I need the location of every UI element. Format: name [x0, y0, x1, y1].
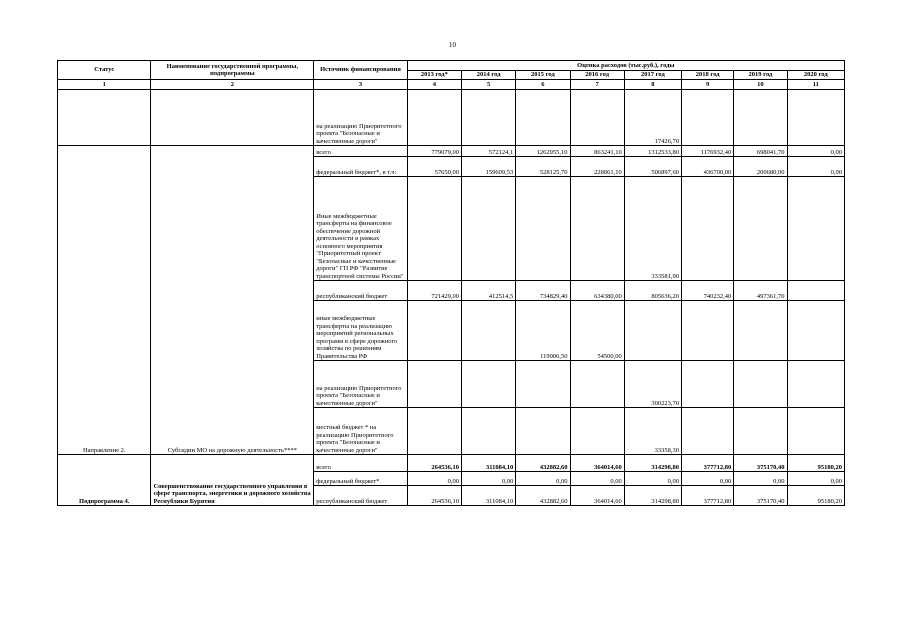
header-year: 2013 год* — [407, 71, 461, 80]
value-cell — [682, 408, 734, 455]
value-cell: 0,00 — [787, 472, 844, 486]
value-cell — [461, 301, 515, 361]
value-cell — [787, 90, 844, 146]
value-cell: 497361,70 — [734, 281, 787, 301]
value-cell — [461, 361, 515, 408]
value-cell — [624, 301, 681, 361]
value-cell — [734, 408, 787, 455]
value-cell — [461, 177, 515, 281]
column-number: 4 — [407, 80, 461, 90]
table-row — [58, 90, 845, 146]
value-cell: 375170,40 — [734, 486, 787, 506]
header-program: Наименование государственной программы, подпрограммы — [151, 61, 314, 80]
column-number: 7 — [570, 80, 624, 90]
value-cell — [407, 361, 461, 408]
header-year: 2019 год — [734, 71, 787, 80]
value-cell: 314298,80 — [624, 455, 681, 472]
column-number: 6 — [516, 80, 570, 90]
source-cell: на реализацию Приоритетного проекта "Безопасные и качественные дороги" — [314, 361, 407, 408]
value-cell: 159609,53 — [461, 157, 515, 177]
source-cell: всего — [314, 146, 407, 157]
source-cell: республиканский бюджет — [314, 486, 407, 506]
value-cell: 311084,10 — [461, 455, 515, 472]
value-cell: 95180,20 — [787, 455, 844, 472]
value-cell: 119906,50 — [516, 301, 570, 361]
header-year: 2016 год — [570, 71, 624, 80]
value-cell: 264536,10 — [407, 486, 461, 506]
page-number: 10 — [449, 41, 456, 49]
value-cell: 1262955,10 — [516, 146, 570, 157]
column-number: 1 — [58, 80, 151, 90]
value-cell: 1176932,40 — [682, 146, 734, 157]
value-cell: 528125,70 — [516, 157, 570, 177]
source-cell: на реализацию Приоритетного проекта "Безопасные и качественные дороги" — [314, 90, 407, 146]
value-cell: 432882,60 — [516, 486, 570, 506]
value-cell: 54500,00 — [570, 301, 624, 361]
value-cell: 734829,40 — [516, 281, 570, 301]
header-row-1 — [58, 61, 845, 71]
source-cell: местный бюджет * на реализацию Приоритетного проекта "Безопасные и качественные дороги" — [314, 408, 407, 455]
program-cell: Субсидии МО на дорожную деятельность**** — [151, 146, 314, 455]
value-cell: 333581,90 — [624, 177, 681, 281]
value-cell: 1312533,80 — [624, 146, 681, 157]
value-cell: 436700,00 — [682, 157, 734, 177]
program-cell: Совершенствование государственного управления в сфере транспорта, энергетики и дорожного хозяйства Республики Бурятия — [151, 455, 314, 506]
value-cell: 698041,70 — [734, 146, 787, 157]
source-cell: федеральный бюджет*, в т.ч: — [314, 157, 407, 177]
program-cell — [151, 90, 314, 146]
value-cell: 33358,30 — [624, 408, 681, 455]
value-cell: 0,00 — [570, 472, 624, 486]
header-year: 2018 год — [682, 71, 734, 80]
source-cell: всего — [314, 455, 407, 472]
value-cell — [734, 90, 787, 146]
value-cell — [682, 177, 734, 281]
value-cell — [407, 301, 461, 361]
header-year: 2017 год — [624, 71, 681, 80]
value-cell — [407, 90, 461, 146]
column-number: 8 — [624, 80, 681, 90]
column-number: 5 — [461, 80, 515, 90]
value-cell: 0,00 — [682, 472, 734, 486]
value-cell — [461, 90, 515, 146]
header-source: Источник финансирования — [314, 61, 407, 80]
value-cell: 721429,00 — [407, 281, 461, 301]
value-cell — [516, 408, 570, 455]
value-cell — [787, 301, 844, 361]
header-year: 2014 год — [461, 71, 515, 80]
value-cell — [407, 408, 461, 455]
value-cell: 377712,80 — [682, 455, 734, 472]
value-cell: 432882,60 — [516, 455, 570, 472]
value-cell — [682, 361, 734, 408]
value-cell: 0,00 — [734, 472, 787, 486]
value-cell — [516, 177, 570, 281]
value-cell — [734, 177, 787, 281]
header-status: Статус — [58, 61, 151, 80]
value-cell — [516, 90, 570, 146]
value-cell — [734, 361, 787, 408]
value-cell: 805636,20 — [624, 281, 681, 301]
value-cell: 0,00 — [624, 472, 681, 486]
value-cell: 740232,40 — [682, 281, 734, 301]
value-cell — [516, 361, 570, 408]
value-cell: 377712,80 — [682, 486, 734, 506]
column-number: 3 — [314, 80, 407, 90]
source-cell: республиканский бюджет — [314, 281, 407, 301]
status-cell — [58, 90, 151, 146]
value-cell: 375170,40 — [734, 455, 787, 472]
value-cell — [682, 90, 734, 146]
value-cell: 572124,1 — [461, 146, 515, 157]
table-row — [58, 146, 845, 157]
value-cell: 200680,00 — [734, 157, 787, 177]
value-cell: 364014,60 — [570, 455, 624, 472]
source-cell: федеральный бюджет* — [314, 472, 407, 486]
table-row — [58, 455, 845, 472]
source-cell: Иные межбюджетные трансферты на финансовое обеспечение дорожной деятельности в рамках основного мероприятия "Приоритетный проект "Безопасные и качественные дороги" ГП РФ "Развитие транспортной системы России" — [314, 177, 407, 281]
status-cell: Направление 2. — [58, 146, 151, 455]
value-cell: 17426,70 — [624, 90, 681, 146]
value-cell — [787, 281, 844, 301]
header-row-numbers — [58, 80, 845, 90]
value-cell: 634380,00 — [570, 281, 624, 301]
header-year: 2015 год — [516, 71, 570, 80]
column-number: 10 — [734, 80, 787, 90]
value-cell: 0,00 — [787, 146, 844, 157]
value-cell — [407, 177, 461, 281]
value-cell — [682, 301, 734, 361]
value-cell: 506897,60 — [624, 157, 681, 177]
value-cell — [570, 177, 624, 281]
value-cell: 311084,10 — [461, 486, 515, 506]
value-cell: 779079,00 — [407, 146, 461, 157]
header-estimate: Оценка расходов (тыс.руб.), годы — [407, 61, 844, 71]
header-year: 2020 год — [787, 71, 844, 80]
value-cell: 228861,10 — [570, 157, 624, 177]
value-cell: 412514,5 — [461, 281, 515, 301]
value-cell: 314298,80 — [624, 486, 681, 506]
column-number: 2 — [151, 80, 314, 90]
value-cell: 264536,10 — [407, 455, 461, 472]
value-cell — [734, 301, 787, 361]
value-cell — [570, 90, 624, 146]
value-cell: 57650,00 — [407, 157, 461, 177]
status-cell: Подпрограмма 4. — [58, 455, 151, 506]
value-cell: 300223,70 — [624, 361, 681, 408]
column-number: 11 — [787, 80, 844, 90]
value-cell: 0,00 — [407, 472, 461, 486]
value-cell — [787, 361, 844, 408]
value-cell: 364014,60 — [570, 486, 624, 506]
value-cell — [570, 408, 624, 455]
value-cell: 863241,10 — [570, 146, 624, 157]
value-cell — [787, 408, 844, 455]
column-number: 9 — [682, 80, 734, 90]
budget-table — [57, 60, 845, 506]
value-cell: 0,00 — [516, 472, 570, 486]
value-cell — [570, 361, 624, 408]
source-cell: иные межбюджетные трансферты на реализацию мероприятий региональных программ в сфере дорожного хозяйства по решениям Правительства РФ — [314, 301, 407, 361]
value-cell: 0,00 — [461, 472, 515, 486]
value-cell — [461, 408, 515, 455]
value-cell: 0,00 — [787, 157, 844, 177]
value-cell: 95180,20 — [787, 486, 844, 506]
value-cell — [787, 177, 844, 281]
